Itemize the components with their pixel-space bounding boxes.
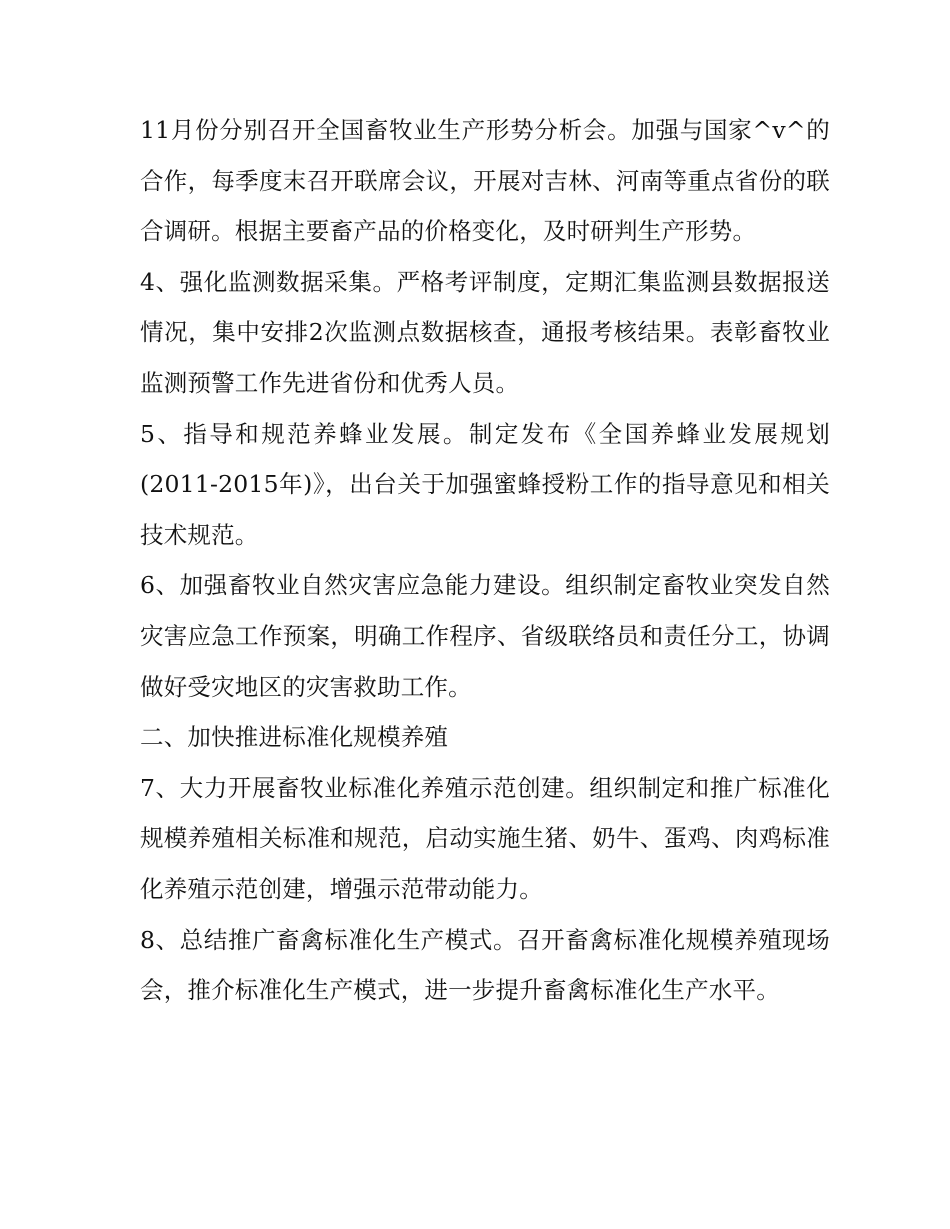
paragraph-3: 5、指导和规范养蜂业发展。制定发布《全国养蜂业发展规划(2011-2015年)》，出台关于加强蜜蜂授粉工作的指导意见和相关技术规范。 <box>140 419 830 549</box>
paragraph-1: 11月份分别召开全国畜牧业生产形势分析会。加强与国家^v^的合作，每季度末召开联席会议，开展对吉林、河南等重点省份的联合调研。根据主要畜产品的价格变化，及时研判生产形势。 <box>140 116 830 246</box>
paragraph-5: 7、大力开展畜牧业标准化养殖示范创建。组织制定和推广标准化规模养殖相关标准和规范，启动实施生猪、奶牛、蛋鸡、肉鸡标准化养殖示范创建，增强示范带动能力。 <box>140 773 830 903</box>
paragraph-6: 8、总结推广畜禽标准化生产模式。召开畜禽标准化规模养殖现场会，推介标准化生产模式，进一步提升畜禽标准化生产水平。 <box>140 925 830 1005</box>
paragraph-2: 4、强化监测数据采集。严格考评制度，定期汇集监测县数据报送情况，集中安排2次监测点数据核查，通报考核结果。表彰畜牧业监测预警工作先进省份和优秀人员。 <box>140 267 830 397</box>
section-heading: 二、加快推进标准化规模养殖 <box>140 723 449 752</box>
paragraph-4: 6、加强畜牧业自然灾害应急能力建设。组织制定畜牧业突发自然灾害应急工作预案，明确工作程序、省级联络员和责任分工，协调做好受灾地区的灾害救助工作。 <box>140 571 830 701</box>
document-body <box>140 105 830 1016</box>
